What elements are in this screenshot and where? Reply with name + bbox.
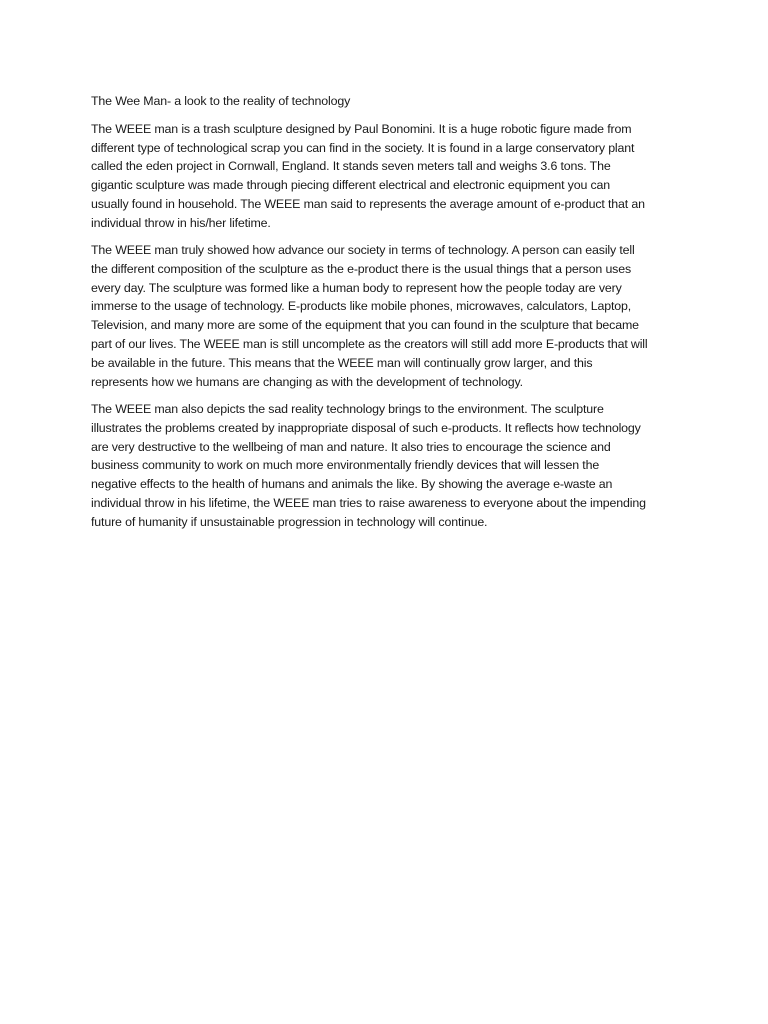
text-line: illustrates the problems created by inappropriate disposal of such e-products. It reflects how technology bbox=[91, 420, 641, 435]
text-line: business community to work on much more environmentally friendly devices that will lessen the bbox=[91, 458, 600, 473]
text-line: are very destructive to the wellbeing of man and nature. It also tries to encourage the science and bbox=[91, 439, 611, 454]
text-line: usually found in household. The WEEE man said to represents the average amount of e-product that an bbox=[91, 196, 645, 211]
text-line: called the eden project in Cornwall, England. It stands seven meters tall and weighs 3.6 tons. The bbox=[91, 159, 611, 174]
text-line: immerse to the usage of technology. E-products like mobile phones, microwaves, calculators, Laptop, bbox=[91, 299, 632, 314]
text-line: The WEEE man truly showed how advance our society in terms of technology. A person can easily tell bbox=[91, 243, 635, 258]
text-line: be available in the future. This means that the WEEE man will continually grow larger, and this bbox=[91, 355, 593, 370]
text-line: negative effects to the health of humans and animals the like. By showing the average e-waste an bbox=[91, 477, 613, 492]
paragraph-1 bbox=[91, 120, 683, 233]
text-line: The WEEE man is a trash sculpture designed by Paul Bonomini. It is a huge robotic figure made from bbox=[91, 121, 632, 136]
text-line: different type of technological scrap you can find in the society. It is found in a large conservatory plant bbox=[91, 140, 635, 155]
text-line: every day. The sculpture was formed like a human body to represent how the people today are very bbox=[91, 280, 622, 295]
paragraph-3 bbox=[91, 400, 683, 532]
text-line: represents how we humans are changing as with the development of technology. bbox=[91, 374, 523, 389]
document-body bbox=[91, 92, 683, 540]
text-line: The WEEE man also depicts the sad reality technology brings to the environment. The sculpture bbox=[91, 401, 604, 416]
text-line: Television, and many more are some of the equipment that you can found in the sculpture that became bbox=[91, 318, 639, 333]
text-line: the different composition of the sculpture as the e-product there is the usual things that a person uses bbox=[91, 261, 632, 276]
text-line: individual throw in his/her lifetime. bbox=[91, 215, 271, 230]
document-title: The Wee Man- a look to the reality of technology bbox=[91, 94, 351, 108]
text-line: gigantic sculpture was made through piecing different electrical and electronic equipment you can bbox=[91, 178, 611, 193]
paragraph-2 bbox=[91, 241, 683, 391]
text-line: future of humanity if unsustainable progression in technology will continue. bbox=[91, 514, 488, 529]
text-line: part of our lives. The WEEE man is still uncomplete as the creators will still add more E-products that will bbox=[91, 337, 648, 352]
text-line: individual throw in his lifetime, the WEEE man tries to raise awareness to everyone about the impending bbox=[91, 495, 646, 510]
